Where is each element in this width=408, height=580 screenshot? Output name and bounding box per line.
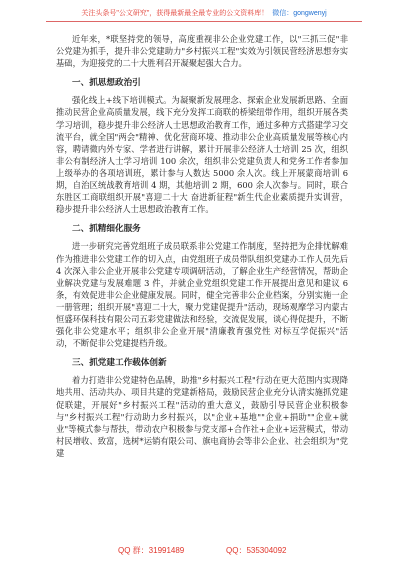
intro-paragraph: 近年来，*联坚持党的领导，高度重视非公企业党建工作，以"三抓三促"非公党建为抓手，提升非公党建助力"乡村振兴工程"实效为引领民营经济思想夯实基础，为迎接党的二十大胜利召开凝聚起强大合力。 <box>56 34 348 69</box>
section-2-paragraph: 进一步研究完善党组班子成员联系非公党建工作制度，坚持把为企排忧解难作为推进非公党建工作的切入点，由党组班子成员带队组织党建办工作人员先后 4 次深入非公企业开展非公党建专项调研活动，了解企业生产经营情况，帮助企业解决党建与发展难题 3 件，并就企业党组织党建工作开展提出意见和建议 6 条，有效促进非公企业健康发展。同时，健全完善非公企业档案，分别实施一企一册管理；组织开展"喜迎二十大，聚力党建促提升"活动，现场观摩学习内蒙古恒盛环保科技有限公司五彩党建做法和经验，交流促发展，谈心得促提升，不断强化非公党建水平；组织非公企业开展"清廉教育强党性 对标互学促振兴"活动，不断促非公党建提档升级。 <box>56 241 348 349</box>
section-heading-3: 三、抓党建工作载体创新 <box>72 357 167 368</box>
banner-divider <box>46 21 362 22</box>
top-banner <box>0 8 408 18</box>
section-heading-2: 二、抓精细化服务 <box>72 223 141 234</box>
qq-group-number: QQ 群：31991489 <box>118 546 185 555</box>
section-1-paragraph: 强化线上+线下培训模式。为凝聚新发展理念、探索企业发展新思路、全面推动民营企业高质量发展，线下充分发挥工商联的桥梁纽带作用，组织开展各类学习培训，稳步提升非公经济人士思想政治教育工作，通过多种方式搭建学习交流平台，就全国"两会"精神、优化营商环境、推动非公企业高质量发展等核心内容，聘请微内外专家、学者进行讲解，累计开展非公经济人士培训 25 次，组织非公有制经济人士学习培训 100 余次，组织非公党建负责人和党务工作者参加上级举办的各项培训班，累计参与人数达 5000 余人次。线上开展蒙商培训 6 期，自治区统战教育培训 4 期，其他培训 2 期，600 余人次参与。同时，联合东胜区工商联组织开展"喜迎二十大 奋进新征程"新生代企业素质提升实训营，稳步提升非公经济人士思想政治教育工作。 <box>56 95 348 215</box>
qq-number: QQ：535304092 <box>226 546 287 555</box>
section-heading-1: 一、抓思想政治引 <box>72 77 141 88</box>
section-3-paragraph: 着力打造非公党建特色品牌，助推"乡村振兴工程"行动在更大范围内实现降地共用、活动共办、项目共建的党建新格局，鼓励民营企业充分认清实施抓党建促联建，开展好"乡村振兴工程"活动的重大意义，鼓励引导民营企业积极参与"乡村振兴工程"行动助力乡村振兴，以"企业+基地""企业+捐助""企业+就业"等模式参与帮扶，带动农户积极参与党支部+合作社+企业+运营模式，带动村民增收、致富，选树*运销有限公司、旗电商协会等非公企业、社会组织为"党建 <box>56 375 348 458</box>
banner-promo-text: 关注头条号"公文研究"，获得最新最全最专业的公文资料库！ <box>81 10 269 17</box>
banner-wechat-id: 微信：gongwenyj <box>272 10 327 17</box>
document-body <box>56 33 348 460</box>
